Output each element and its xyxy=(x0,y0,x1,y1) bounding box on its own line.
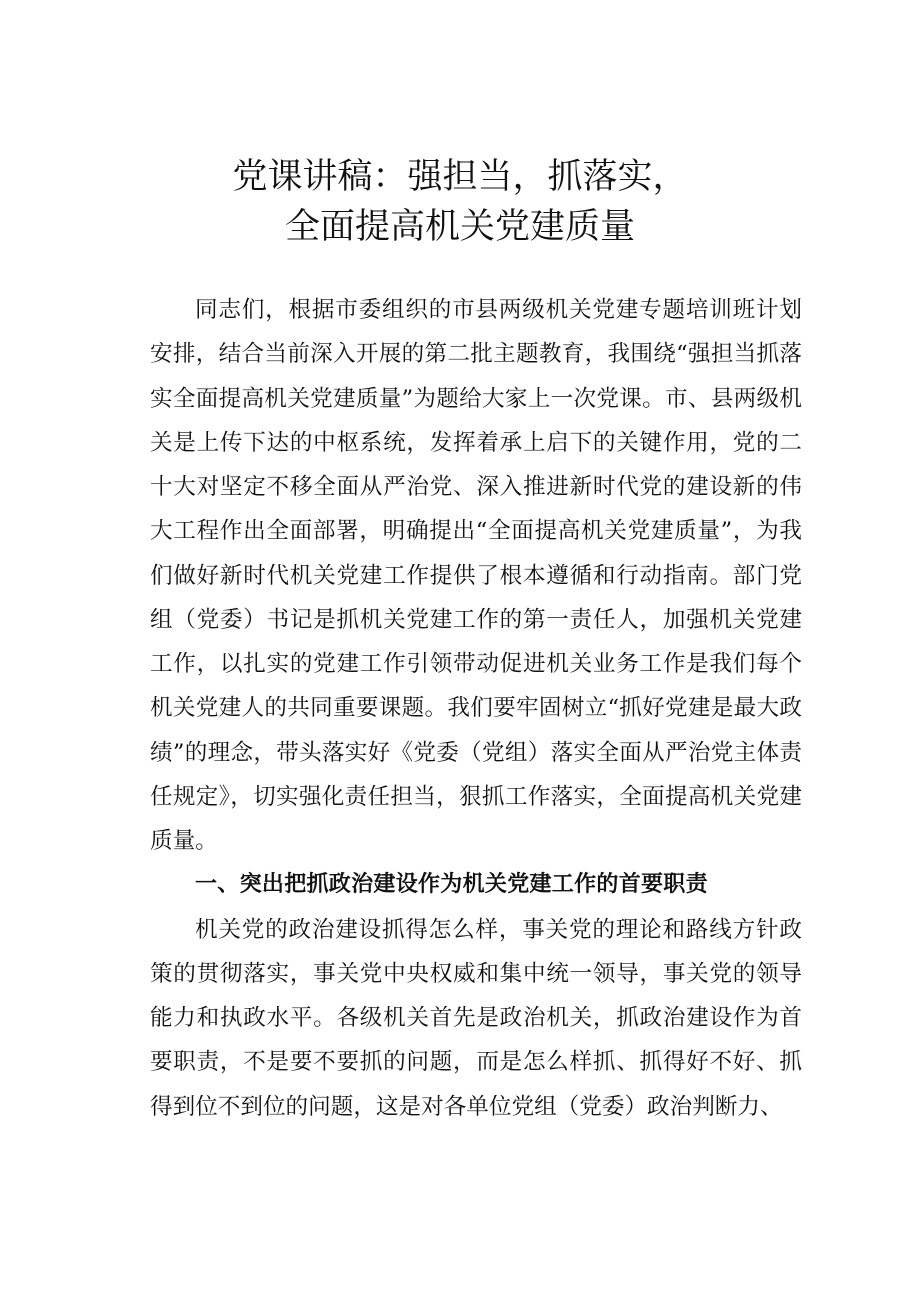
section-heading-1: 一、突出把抓政治建设作为机关党建工作的首要职责 xyxy=(195,872,708,898)
document-body xyxy=(150,288,802,1129)
title-line-1: 党课讲稿：强担当，抓落实， xyxy=(232,157,688,197)
document-title xyxy=(120,152,800,252)
title-line-2: 全面提高机关党建质量 xyxy=(284,207,635,247)
intro-paragraph: 同志们，根据市委组织的市县两级机关党建专题培训班计划安排，结合当前深入开展的第二批主题教育，我围绕“强担当抓落实全面提高机关党建质量”为题给大家上一次党课。市、县两级机关是上传下达的中枢系统，发挥着承上启下的关键作用，党的二十大对坚定不移全面从严治党、深入推进新时代党的建设新的伟大工程作出全面部署，明确提出“全面提高机关党建质量”，为我们做好新时代机关党建工作提供了根本遵循和行动指南。部门党组（党委）书记是抓机关党建工作的第一责任人，加强机关党建工作，以扎实的党建工作引领带动促进机关业务工作是我们每个机关党建人的共同重要课题。我们要牢固树立“抓好党建是最大政绩”的理念，带头落实好《党委（党组）落实全面从严治党主体责任规定》，切实强化责任担当，狠抓工作落实，全面提高机关党建质量。 xyxy=(150,297,802,854)
section-1-paragraph: 机关党的政治建设抓得怎么样，事关党的理论和路线方针政策的贯彻落实，事关党中央权威和集中统一领导，事关党的领导能力和执政水平。各级机关首先是政治机关，抓政治建设作为首要职责，不是要不要抓的问题，而是怎么样抓、抓得好不好、抓得到位不到位的问题，这是对各单位党组（党委）政治判断力、 xyxy=(150,916,802,1120)
